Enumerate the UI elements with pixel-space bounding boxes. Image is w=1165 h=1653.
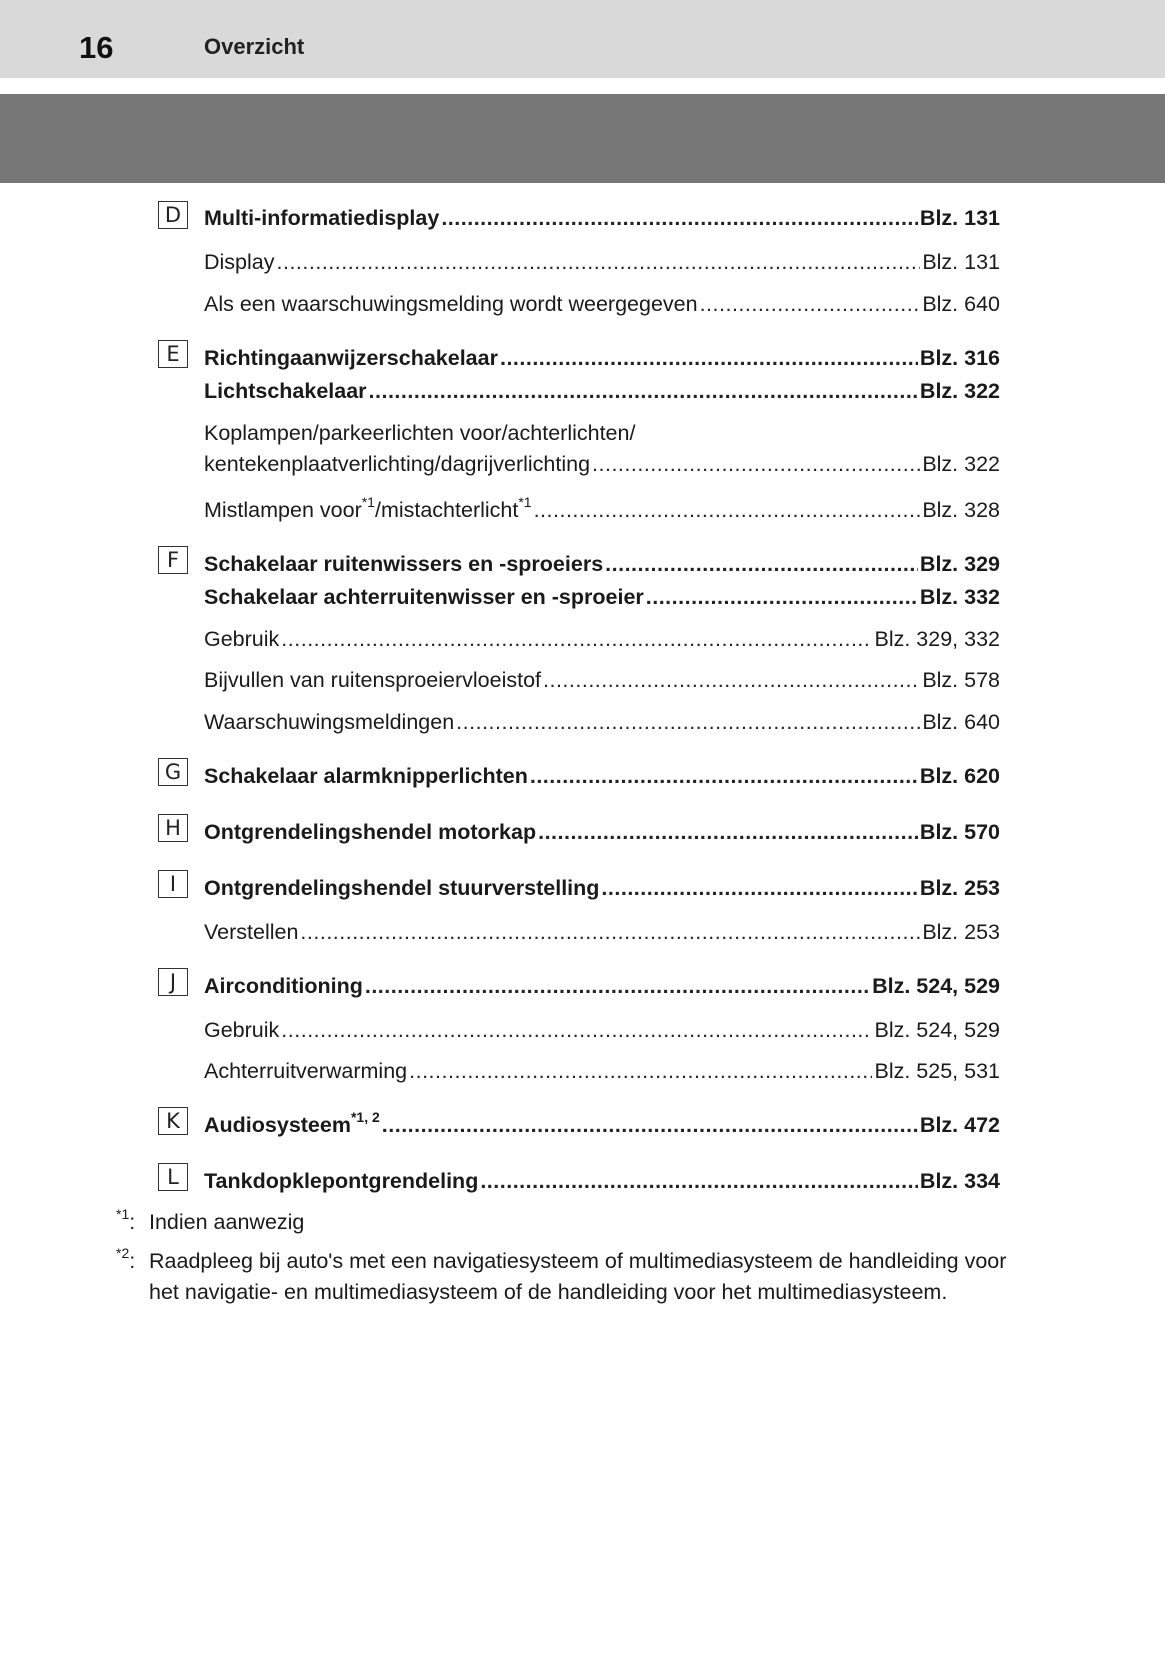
leader-dots — [382, 1110, 918, 1140]
letter-box-k: K — [158, 1107, 188, 1135]
entry-display — [204, 247, 1000, 277]
footnote-mark-text: *2 — [116, 1244, 130, 1261]
footnote-text-line1: Raadpleeg bij auto's met een navigatiesysteem of multimediasysteem de handleiding voor — [149, 1249, 1007, 1273]
entry-label: Display — [204, 250, 275, 274]
leader-dots — [592, 449, 920, 479]
entry-mistlampen — [204, 495, 1000, 525]
entry-page: Blz. 329 — [919, 552, 1000, 576]
page-number: 16 — [79, 30, 114, 65]
header-band — [0, 0, 1165, 78]
leader-dots — [605, 549, 918, 579]
leader-dots — [646, 582, 918, 612]
entry-page: Blz. 620 — [919, 764, 1000, 788]
leader-dots — [456, 707, 920, 737]
entry-label: Verstellen — [204, 920, 299, 944]
letter-box-i: I — [158, 870, 188, 898]
letter-box-d: D — [158, 201, 188, 229]
entry-label: Lichtschakelaar — [204, 379, 367, 403]
entry-page: Blz. 570 — [919, 820, 1000, 844]
leader-dots — [441, 203, 918, 233]
entry-label-part2: /mistachterlicht — [374, 498, 519, 522]
entry-page: Blz. 578 — [922, 668, 1000, 692]
entry-schakelaar-achterruitenwisser — [204, 582, 1000, 612]
entry-label: Schakelaar alarmknipperlichten — [204, 764, 528, 788]
leader-dots — [409, 1056, 872, 1086]
leader-dots — [300, 917, 920, 947]
letter-box-j: J — [158, 968, 188, 996]
leader-dots — [277, 247, 921, 277]
entry-page: Blz. 332 — [919, 585, 1000, 609]
entry-page: Blz. 329, 332 — [874, 627, 1000, 651]
entry-bijvullen — [204, 665, 1000, 695]
entry-gebruik-airco — [204, 1015, 1000, 1045]
entry-stuurverstelling — [204, 873, 1000, 903]
entry-schakelaar-ruitenwissers — [204, 549, 1000, 579]
section-banner — [0, 94, 1165, 183]
entry-page: Blz. 328 — [922, 498, 1000, 522]
letter-box-l: L — [158, 1163, 188, 1191]
footnote-ref: *1 — [518, 493, 532, 510]
letter-box-f: F — [158, 546, 188, 574]
entry-label: Schakelaar achterruitenwisser en -sproeier — [204, 585, 644, 609]
footnote-sep: : — [129, 1210, 136, 1234]
footnote-ref: *1 — [361, 493, 375, 510]
entry-page: Blz. 640 — [922, 292, 1000, 316]
entry-page: Blz. 525, 531 — [874, 1059, 1000, 1083]
entry-label — [204, 495, 532, 525]
letter-box-g: G — [158, 758, 188, 786]
entry-page: Blz. 131 — [922, 250, 1000, 274]
entry-page: Blz. 131 — [919, 206, 1000, 230]
footnote-mark — [116, 1246, 135, 1277]
footnote-2 — [116, 1246, 1056, 1308]
entry-label-part1: Mistlampen voor — [204, 498, 362, 522]
entry-airconditioning — [204, 971, 1000, 1001]
entry-page: Blz. 316 — [919, 346, 1000, 370]
leader-dots — [369, 376, 918, 406]
footnote-mark-text: *1 — [116, 1205, 130, 1222]
leader-dots — [530, 761, 918, 791]
entry-gebruik-wissers — [204, 624, 1000, 654]
letter-box-h: H — [158, 814, 188, 842]
entry-label: Richtingaanwijzerschakelaar — [204, 346, 498, 370]
footnote-mark — [116, 1207, 135, 1238]
entry-multi-informatiedisplay — [204, 203, 1000, 233]
leader-dots — [700, 289, 921, 319]
footnote-ref: *1, 2 — [350, 1108, 380, 1125]
entry-motorkap — [204, 817, 1000, 847]
entry-koplampen-line1: Koplampen/parkeerlichten voor/achterlichten/ — [204, 421, 636, 445]
entry-page: Blz. 322 — [919, 379, 1000, 403]
entry-richtingaanwijzerschakelaar — [204, 343, 1000, 373]
leader-dots — [534, 495, 921, 525]
entry-verstellen — [204, 917, 1000, 947]
leader-dots — [538, 817, 918, 847]
leader-dots — [281, 624, 872, 654]
entry-alarmknipperlichten — [204, 761, 1000, 791]
entry-label: Gebruik — [204, 627, 280, 651]
entry-label: Schakelaar ruitenwissers en -sproeiers — [204, 552, 604, 576]
entry-tankdopklepontgrendeling — [204, 1166, 1000, 1196]
entry-label: Achterruitverwarming — [204, 1059, 408, 1083]
entry-label: Tankdopklepontgrendeling — [204, 1169, 479, 1193]
footnote-sep: : — [129, 1249, 136, 1273]
entry-label: Multi-informatiedisplay — [204, 206, 440, 230]
entry-page: Blz. 472 — [919, 1113, 1000, 1137]
entry-waarschuwingsmelding — [204, 289, 1000, 319]
leader-dots — [543, 665, 920, 695]
entry-lichtschakelaar — [204, 376, 1000, 406]
entry-koplampen — [204, 449, 1000, 479]
footnote-text: Indien aanwezig — [149, 1210, 305, 1234]
entry-page: Blz. 322 — [922, 452, 1000, 476]
entry-label: Airconditioning — [204, 974, 363, 998]
entry-achterruitverwarming — [204, 1056, 1000, 1086]
leader-dots — [601, 873, 918, 903]
entry-page: Blz. 253 — [919, 876, 1000, 900]
entry-label: Waarschuwingsmeldingen — [204, 710, 455, 734]
entry-waarschuwingsmeldingen — [204, 707, 1000, 737]
leader-dots — [500, 343, 918, 373]
entry-label: kentekenplaatverlichting/dagrijverlichting — [204, 452, 591, 476]
entry-page: Blz. 524, 529 — [874, 1018, 1000, 1042]
leader-dots — [281, 1015, 872, 1045]
entry-page: Blz. 524, 529 — [872, 974, 1000, 998]
entry-label — [204, 1110, 380, 1140]
entry-label-text: Audiosysteem — [204, 1113, 351, 1137]
entry-label: Bijvullen van ruitensproeiervloeistof — [204, 668, 542, 692]
entry-label: Als een waarschuwingsmelding wordt weergegeven — [204, 292, 698, 316]
leader-dots — [480, 1166, 918, 1196]
entry-label: Ontgrendelingshendel motorkap — [204, 820, 537, 844]
entry-page: Blz. 253 — [922, 920, 1000, 944]
entry-page: Blz. 640 — [922, 710, 1000, 734]
entry-page: Blz. 334 — [919, 1169, 1000, 1193]
letter-box-e: E — [158, 340, 188, 368]
entry-label: Ontgrendelingshendel stuurverstelling — [204, 876, 600, 900]
leader-dots — [365, 971, 870, 1001]
entry-audiosysteem — [204, 1110, 1000, 1140]
footnote-text-line2: het navigatie- en multimediasysteem of de handleiding voor het multimediasysteem. — [149, 1280, 948, 1304]
footnote-1 — [116, 1207, 1056, 1238]
section-title: Overzicht — [204, 34, 305, 59]
entry-label: Gebruik — [204, 1018, 280, 1042]
